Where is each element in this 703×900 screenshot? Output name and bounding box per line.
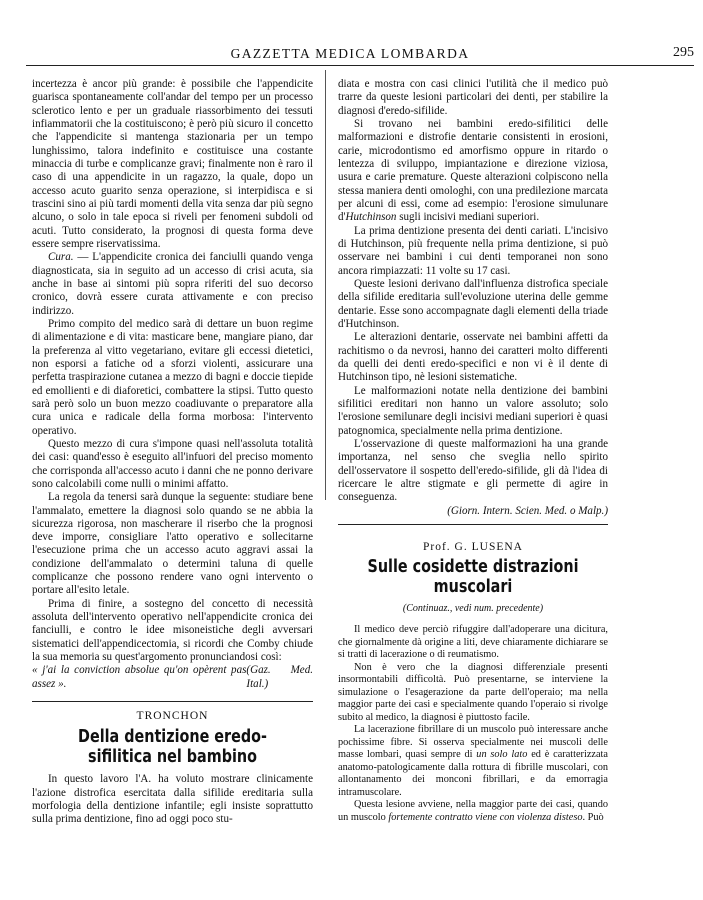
paragraph: Questo mezzo di cura s'impone quasi nell'assoluta totalità dei casi: quand'esso è eseguito all'infuori del preciso momento che corrisponda all'accesso acuto i danni che ne ponno derivare sono calcolabili come nulli o minimi affatto. [32,437,313,490]
paragraph: Cura. — L'appendicite cronica dei fanciulli quando venga diagnosticata, sia in seguito ad un accesso di crisi acuta, sia anche in base ai sintomi più sopra riferiti del suo decorso cronico, dovrà essere curata attivamente e con preciso indirizzo. [32,251,313,317]
column-divider [325,70,326,500]
paragraph: Si trovano nei bambini eredo-sifilitici delle malformazioni e distrofie dentarie consistenti in erosioni, carie, microdontismo ed amorfismo oppure in ritardo o lentezza di sviluppo, impiantazione e direzione viziosa, usura e carie premature. Queste alterazioni colpiscono nella stessa maniera denti omologhi, con una predilezione marcata per alcuni di essi, come ad esempio: l'erosione simulunare d'Hutchinson sugli incisivi mediani superiori. [338,117,608,224]
paragraph: Questa lesione avviene, nella maggior parte dei casi, quando un muscolo fortemente contratto viene con violenza disteso. Può [338,799,608,823]
source-citation: (Gaz. Med. Ital.) [246,664,313,690]
section-rule [32,701,313,702]
article-body [338,624,608,824]
right-column [338,78,608,518]
comby-quote: « j'ai la conviction absolue qu'on opèrent pas assez ». [32,664,247,690]
paragraph: L'osservazione di queste malformazioni ha una grande importanza, nel senso che sveglia nello spirito dell'osservatore il sospetto dell'eredo-sifilide, gli dà l'idea di ricercare le altre stigmate e gli permette di agire in conseguenza. [338,437,608,504]
page-number: 295 [673,45,694,60]
paragraph: In questo lavoro l'A. ha voluto mostrare clinicamente l'azione distrofica esercitata dalla sifilide ereditaria sulla morfologia della dentizione infantile; egli insiste soprattutto sulla prima dentizione, fino ad oggi poco stu- [32,773,313,826]
emphasis: fortemente contratto viene con violenza disteso [388,811,583,823]
paragraph: La regola da tenersi sarà dunque la seguente: studiare bene l'ammalato, emettere la diagnosi solo quando se ne abbia la sicurezza rigorosa, non mascherare il riserbo che la prognosi deve imporre, consigliare l'atto operativo e sollecitarne l'esecuzione prima che un accesso acuto aggravi assai la condizione dell'ammalato o determini taluna di quelle complicanze che possono rendere vano ogni intervento o portare all'esito letale. [32,491,313,597]
emphasis: un solo lato [476,749,528,760]
paragraph: Le alterazioni dentarie, osservate nei bambini affetti da rachitismo o da nevrosi, hanno dei caratteri molto differenti da quelli dei denti eredo-specifici e non vi è il dente di Hutchinson tipo, nè lesioni sistematiche. [338,331,608,384]
lusena-article [338,541,608,824]
header-rule [26,65,694,66]
paragraph: Prima di finire, a sostegno del concetto di necessità assoluta dell'intervento operativo nell'appendicite cronica dei fanciulli, e contro le idee misoneistiche degli avversari sistematici dell'appendicectomia, si ricordi che Comby chiude la sua memoria su quest'argomento pronunciandosi così: [32,597,313,664]
article-title: Della dentizione eredo-sifilitica nel bambino [78,727,267,768]
paragraph: Il medico deve perciò rifuggire dall'adoperare una dicitura, che giornalmente dà origine a liti, deve chiaramente dichiarare se si tratti di lacerazione o di reumatismo. [338,624,608,660]
running-header [26,45,694,66]
paragraph: Le malformazioni notate nella dentizione dei bambini sifilitici ereditari non hanno un valore assoluto; solo l'erosione semilunare degli incisivi mediani superiori è quasi patognomica, specialmente nella prima dentizione. [338,384,608,437]
paragraph: Non è vero che la diagnosi differenziale presenti insormontabili difficoltà. Può presentarne, se interviene la simulazione o l'esagerazione da parte dell'operaio; ma nella maggior parte dei casi e specialmente quando l'operaio si rivolge subito al medico, la diagnosi è piuttosto facile. [338,661,608,723]
journal-title: GAZZETTA MEDICA LOMBARDA [230,46,470,61]
emphasis: Hutchinson [345,211,397,224]
paragraph: incertezza è ancor più grande: è possibile che l'appendicite guarisca spontaneamente coll'andar del tempo per un processo sclerotico lento e per un graduale riassorbimento dei tessuti infiammatorii che la costituiscono; è però più sicuro il concetto che l'appendicite si mantenga stazionaria per un tempo lunghissimo, talora indefinito e costituisce una costante minaccia di turbe e complicanze gravi; finalmente non è raro il caso di una appendicite in un ragazzo, la quale, dopo un accesso acuto guarito senza operazione, si interpidisca e si trascini sino ai più tardi momenti della vita senza dar più segno alcuno, o solo in tale epoca si riveli per fenomeni subdoli od acuti. Tutto considerato, la prognosi di questa forma deve essere sempre riservatissima. [32,78,313,250]
section-rule [338,524,608,525]
paragraph: La lacerazione fibrillare di un muscolo può interessare anche pochissime fibre. Si osserva specialmente nei muscoli delle masse lombari, quasi sempre di un solo lato ed è caratterizzata anatomo-patologicamente dalla rottura di fibrille muscolari, con allontanamento dei monconi fibrillari, e da emorragia intramuscolare. [338,724,608,798]
article-author: Prof. G. LUSENA [423,541,523,553]
source-citation: (Giorn. Intern. Scien. Med. o Malp.) [447,504,608,517]
paragraph: Queste lesioni derivano dall'influenza distrofica speciale della sifilide ereditaria sull'evoluzione uterina delle gemme dentarie. Esse sono accompagnate dagli elementi della triade d'Hutchinson. [338,277,608,330]
paragraph: diata e mostra con casi clinici l'utilità che il medico può trarre da queste lesioni particolari dei denti, per stabilire la diagnosi d'eredo-sifilide. [338,78,608,117]
quote-line [32,664,313,691]
paragraph: La prima dentizione presenta dei denti cariati. L'incisivo di Hutchinson, più frequente nella prima dentizione, si può osservare nei bambini i cui denti temporanei non sono ancora rimpiazzati: 11 volte su 17 casi. [338,224,608,277]
article-title: Sulle cosidette distrazioni muscolari [367,557,579,597]
article-author: TRONCHON [136,710,209,723]
article-subtitle: (Continuaz., vedi num. precedente) [402,603,544,614]
left-column [32,78,313,827]
section-lead: Cura. [48,251,74,264]
paragraph: Primo compito del medico sarà di dettare un buon regime di alimentazione e di vita: masticare bene, mangiare piano, dar la preferenza al vitto vegetariano, evitare gli eccessi dietetici, non esporsi a fatiche od a sforzi violenti, assicurare una perfetta traspirazione cutanea a mezzo di bagni e doccie tiepide ed emollienti e di diaforetici, combattere la stipsi. Tutto questo sarà però solo un buon mezzo coadiuvante o preparatore alla cura unica e radicale della forma morbosa: l'intervento operativo. [32,317,313,437]
